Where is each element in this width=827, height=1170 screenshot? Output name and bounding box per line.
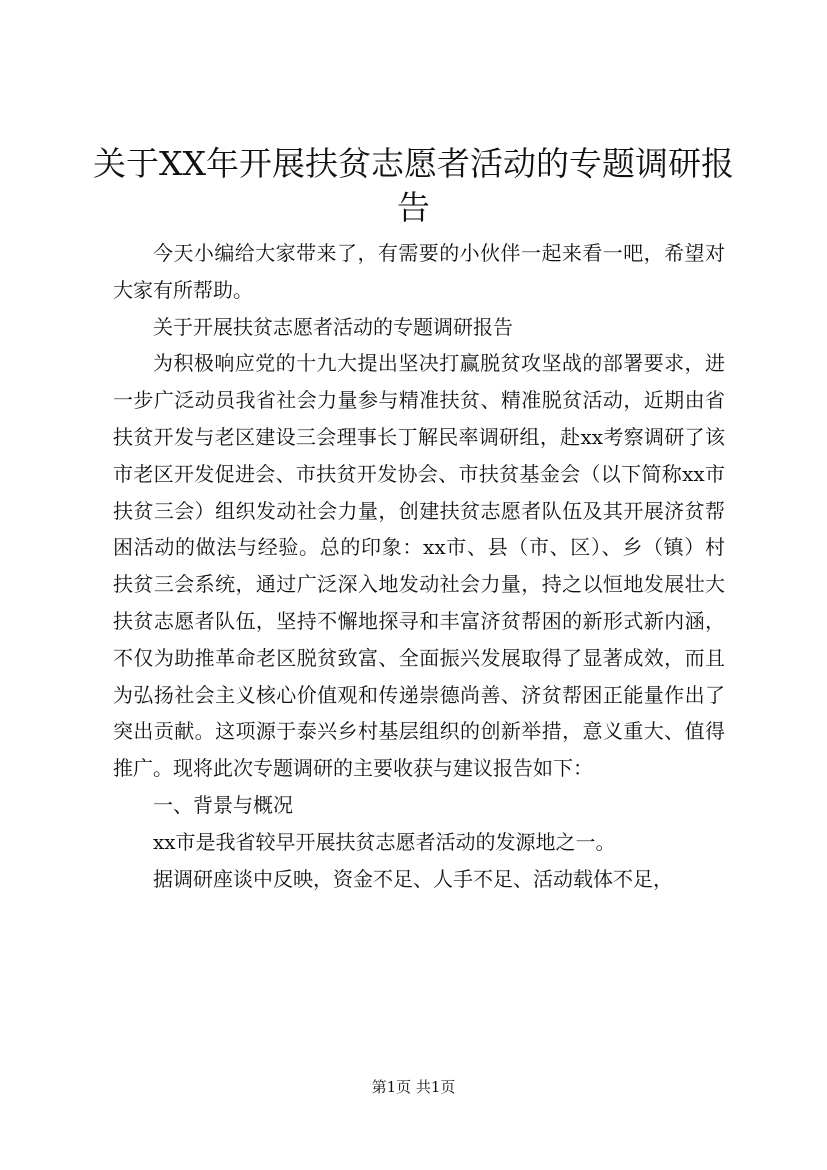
document-body [113, 235, 725, 897]
intro-paragraph: 今天小编给大家带来了，有需要的小伙伴一起来看一吧，希望对大家有所帮助。 [113, 241, 725, 302]
survey-paragraph: 据调研座谈中反映，资金不足、人手不足、活动载体不足， [153, 866, 673, 891]
report-subtitle: 关于开展扶贫志愿者活动的专题调研报告 [153, 314, 513, 339]
document-title: 关于XX年开展扶贫志愿者活动的专题调研报告 [93, 144, 734, 227]
background-paragraph: xx市是我省较早开展扶贫志愿者活动的发源地之一。 [153, 829, 616, 854]
section-heading: 一、背景与概况 [153, 792, 293, 817]
page-footer: 第1页 共1页 [371, 1078, 456, 1096]
main-paragraph: 为积极响应党的十九大提出坚决打赢脱贫攻坚战的部署要求，进一步广泛动员我省社会力量参与精准扶贫、精准脱贫活动，近期由省扶贫开发与老区建设三会理事长丁解民率调研组，赴xx考察调研了该市老区开发促进会、市扶贫开发协会、市扶贫基金会（以下简称xx市扶贫三会）组织发动社会力量，创建扶贫志愿者队伍及其开展济贫帮困活动的做法与经验。总的印象：xx市、县（市、区）、乡（镇）村扶贫三会系统，通过广泛深入地发动社会力量，持之以恒地发展壮大扶贫志愿者队伍，坚持不懈地探寻和丰富济贫帮困的新形式新内涵，不仅为助推革命老区脱贫致富、全面振兴发展取得了显著成效，而且为弘扬社会主义核心价值观和传递崇德尚善、济贫帮困正能量作出了突出贡献。这项源于泰兴乡村基层组织的创新举措，意义重大、值得推广。现将此次专题调研的主要收获与建议报告如下： [113, 351, 725, 781]
